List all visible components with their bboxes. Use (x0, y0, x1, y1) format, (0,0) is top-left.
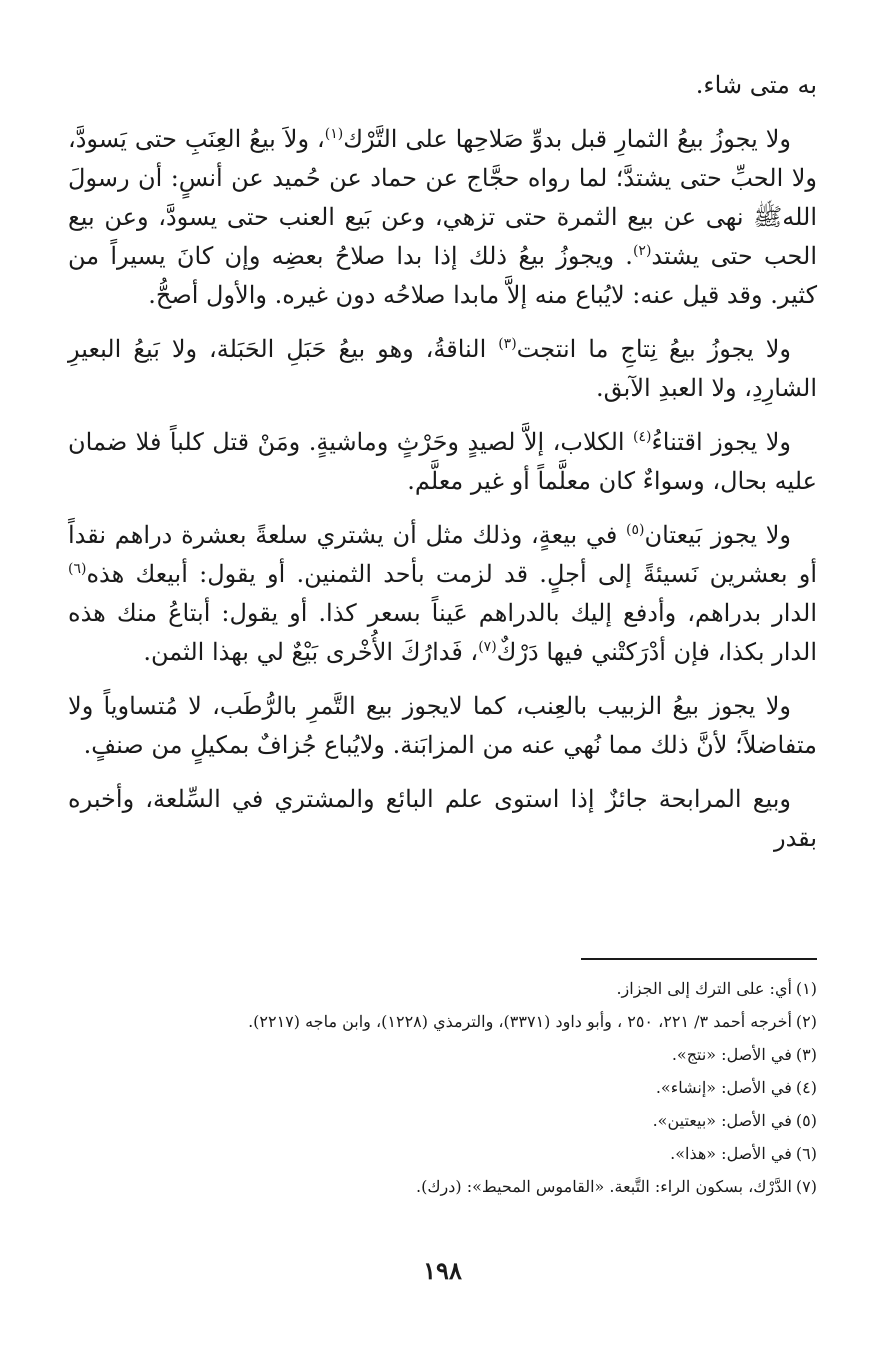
footnote-reference[interactable]: (٧) (478, 639, 497, 655)
text-run: ولا يجوز بَيعتان (644, 521, 792, 549)
footnote-reference[interactable]: (٥) (626, 522, 645, 538)
footnote-number: (٥) (795, 1111, 817, 1130)
footnote-list (68, 972, 817, 1203)
text-run: به متى شاء. (695, 71, 817, 99)
footnote-text: في الأصل: «هذا». (670, 1144, 792, 1163)
footnote-reference[interactable]: (٦) (68, 561, 87, 577)
footnote-item (68, 972, 817, 1005)
paragraph (68, 330, 817, 408)
footnote-reference[interactable]: (١) (324, 126, 344, 142)
footnote-number: (٣) (795, 1045, 817, 1064)
footnote-reference[interactable]: (٢) (632, 243, 652, 259)
footnote-text: في الأصل: «نتج». (671, 1045, 792, 1064)
book-page (68, 66, 817, 1346)
paragraph (68, 687, 817, 765)
text-run: ولا يجوزُ بيعُ الثمارِ قبل بدوِّ صَلاحِها على التَّرْك (343, 125, 791, 153)
footnote-item (68, 1137, 817, 1170)
footnote-divider (581, 958, 817, 960)
text-run: ولا يجوزُ بيعُ نِتاجِ ما انتجت (516, 335, 792, 363)
footnote-number: (٦) (795, 1144, 817, 1163)
footnote-item (68, 1038, 817, 1071)
text-run: وبيع المرابحة جائزٌ إذا استوى علم البائع والمشتري في السِّلعة، وأخبره بقدر (68, 785, 817, 852)
footnote-item (68, 1071, 817, 1104)
text-run: ولا يجوز بيعُ الزبيب بالعِنب، كما لايجوز بيع التَّمرِ بالرُّطَب، لا مُتساوياً ولا متفاضلاً؛ لأنَّ ذلك مما نُهي عنه من المزابَنة. ولايُباع جُزافٌ بمكيلٍ من صنفٍ. (68, 692, 817, 759)
footnote-text: في الأصل: «إنشاء». (655, 1078, 792, 1097)
text-run: ، فَدارُكَ الأُخْرى بَيْعٌ لي بهذا الثمن. (143, 638, 479, 666)
paragraph (68, 423, 817, 501)
page-number: ١٩٨ (423, 1256, 462, 1285)
text-run: ، ولاَ بيعُ العِنَبِ حتى يَسودَّ، ولا الحبِّ حتى يشتدَّ؛ لما رواه حجَّاج عن حماد عن حُميد عن أنسٍ: أن رسولَ اللهﷺ نهى عن بيع الثمرة حتى تزهي، وعن بَيع العنب حتى يسودَّ، وعن بيع الحب حتى يشتد (68, 125, 818, 270)
text-run: الناقةُ، وهو بيعُ حَبَلِ الحَبَلة، ولا بَيعُ البعيرِ الشارِدِ، ولا العبدِ الآبق. (68, 335, 817, 402)
main-text (68, 66, 817, 858)
footnote-text: أخرجه أحمد ٣/ ٢٢١، ٢٥٠ ، وأبو داود (٣٣٧١)، والترمذي (١٢٢٨)، وابن ماجه (٢٢١٧). (248, 1012, 792, 1031)
text-run: الدار بدراهم، وأدفع إليك بالدراهم عَيناً بسعر كذا. أو يقول: أبتاعُ منك هذه الدار بكذا، فإن أدْرَكتْني فيها دَرْكٌ (68, 599, 817, 666)
footnote-number: (٤) (795, 1078, 817, 1097)
paragraph (68, 780, 817, 858)
footnote-reference[interactable]: (٣) (498, 336, 517, 352)
footnote-number: (٧) (795, 1177, 817, 1196)
footnote-item (68, 1170, 817, 1203)
footnote-number: (٢) (795, 1012, 817, 1031)
paragraph (68, 516, 817, 672)
footnote-item (68, 1005, 817, 1038)
footnote-text: أي: على الترك إلى الجزاز. (616, 979, 792, 998)
text-run: في بيعةٍ، وذلك مثل أن يشتري سلعةً بعشرة دراهم نقداً أو بعشرين نَسيئةً إلى أجلٍ. قد لزمت بأحد الثمنين. أو يقول: أبيعك هذه (68, 521, 817, 588)
text-run: الكلاب، إلاَّ لصيدٍ وحَرْثٍ وماشيةٍ. ومَنْ قتل كلباً فلا ضمان عليه بحال، وسواءٌ كان معلَّماً أو غير معلَّم. (68, 428, 817, 495)
footnote-item (68, 1104, 817, 1137)
footnote-reference[interactable]: (٤) (633, 429, 652, 445)
footnote-text: الدَّرْك، بسكون الراء: التَّبعة. «القاموس المحيط»: (درك). (416, 1177, 792, 1196)
paragraph (68, 120, 817, 315)
text-run: . ويجوزُ بيعُ ذلك إذا بدا صلاحُ بعضِه وإن كانَ يسيراً من كثير. وقد قيل عنه: لايُباع منه إلاَّ مابدا صلاحُه دون غيره. والأول أصحُّ. (68, 242, 817, 309)
footnotes-section (68, 958, 817, 1203)
footnote-text: في الأصل: «بيعتين». (652, 1111, 792, 1130)
footnote-number: (١) (795, 979, 817, 998)
text-run: ولا يجوز اقتناءُ (651, 428, 792, 456)
paragraph (68, 66, 817, 105)
